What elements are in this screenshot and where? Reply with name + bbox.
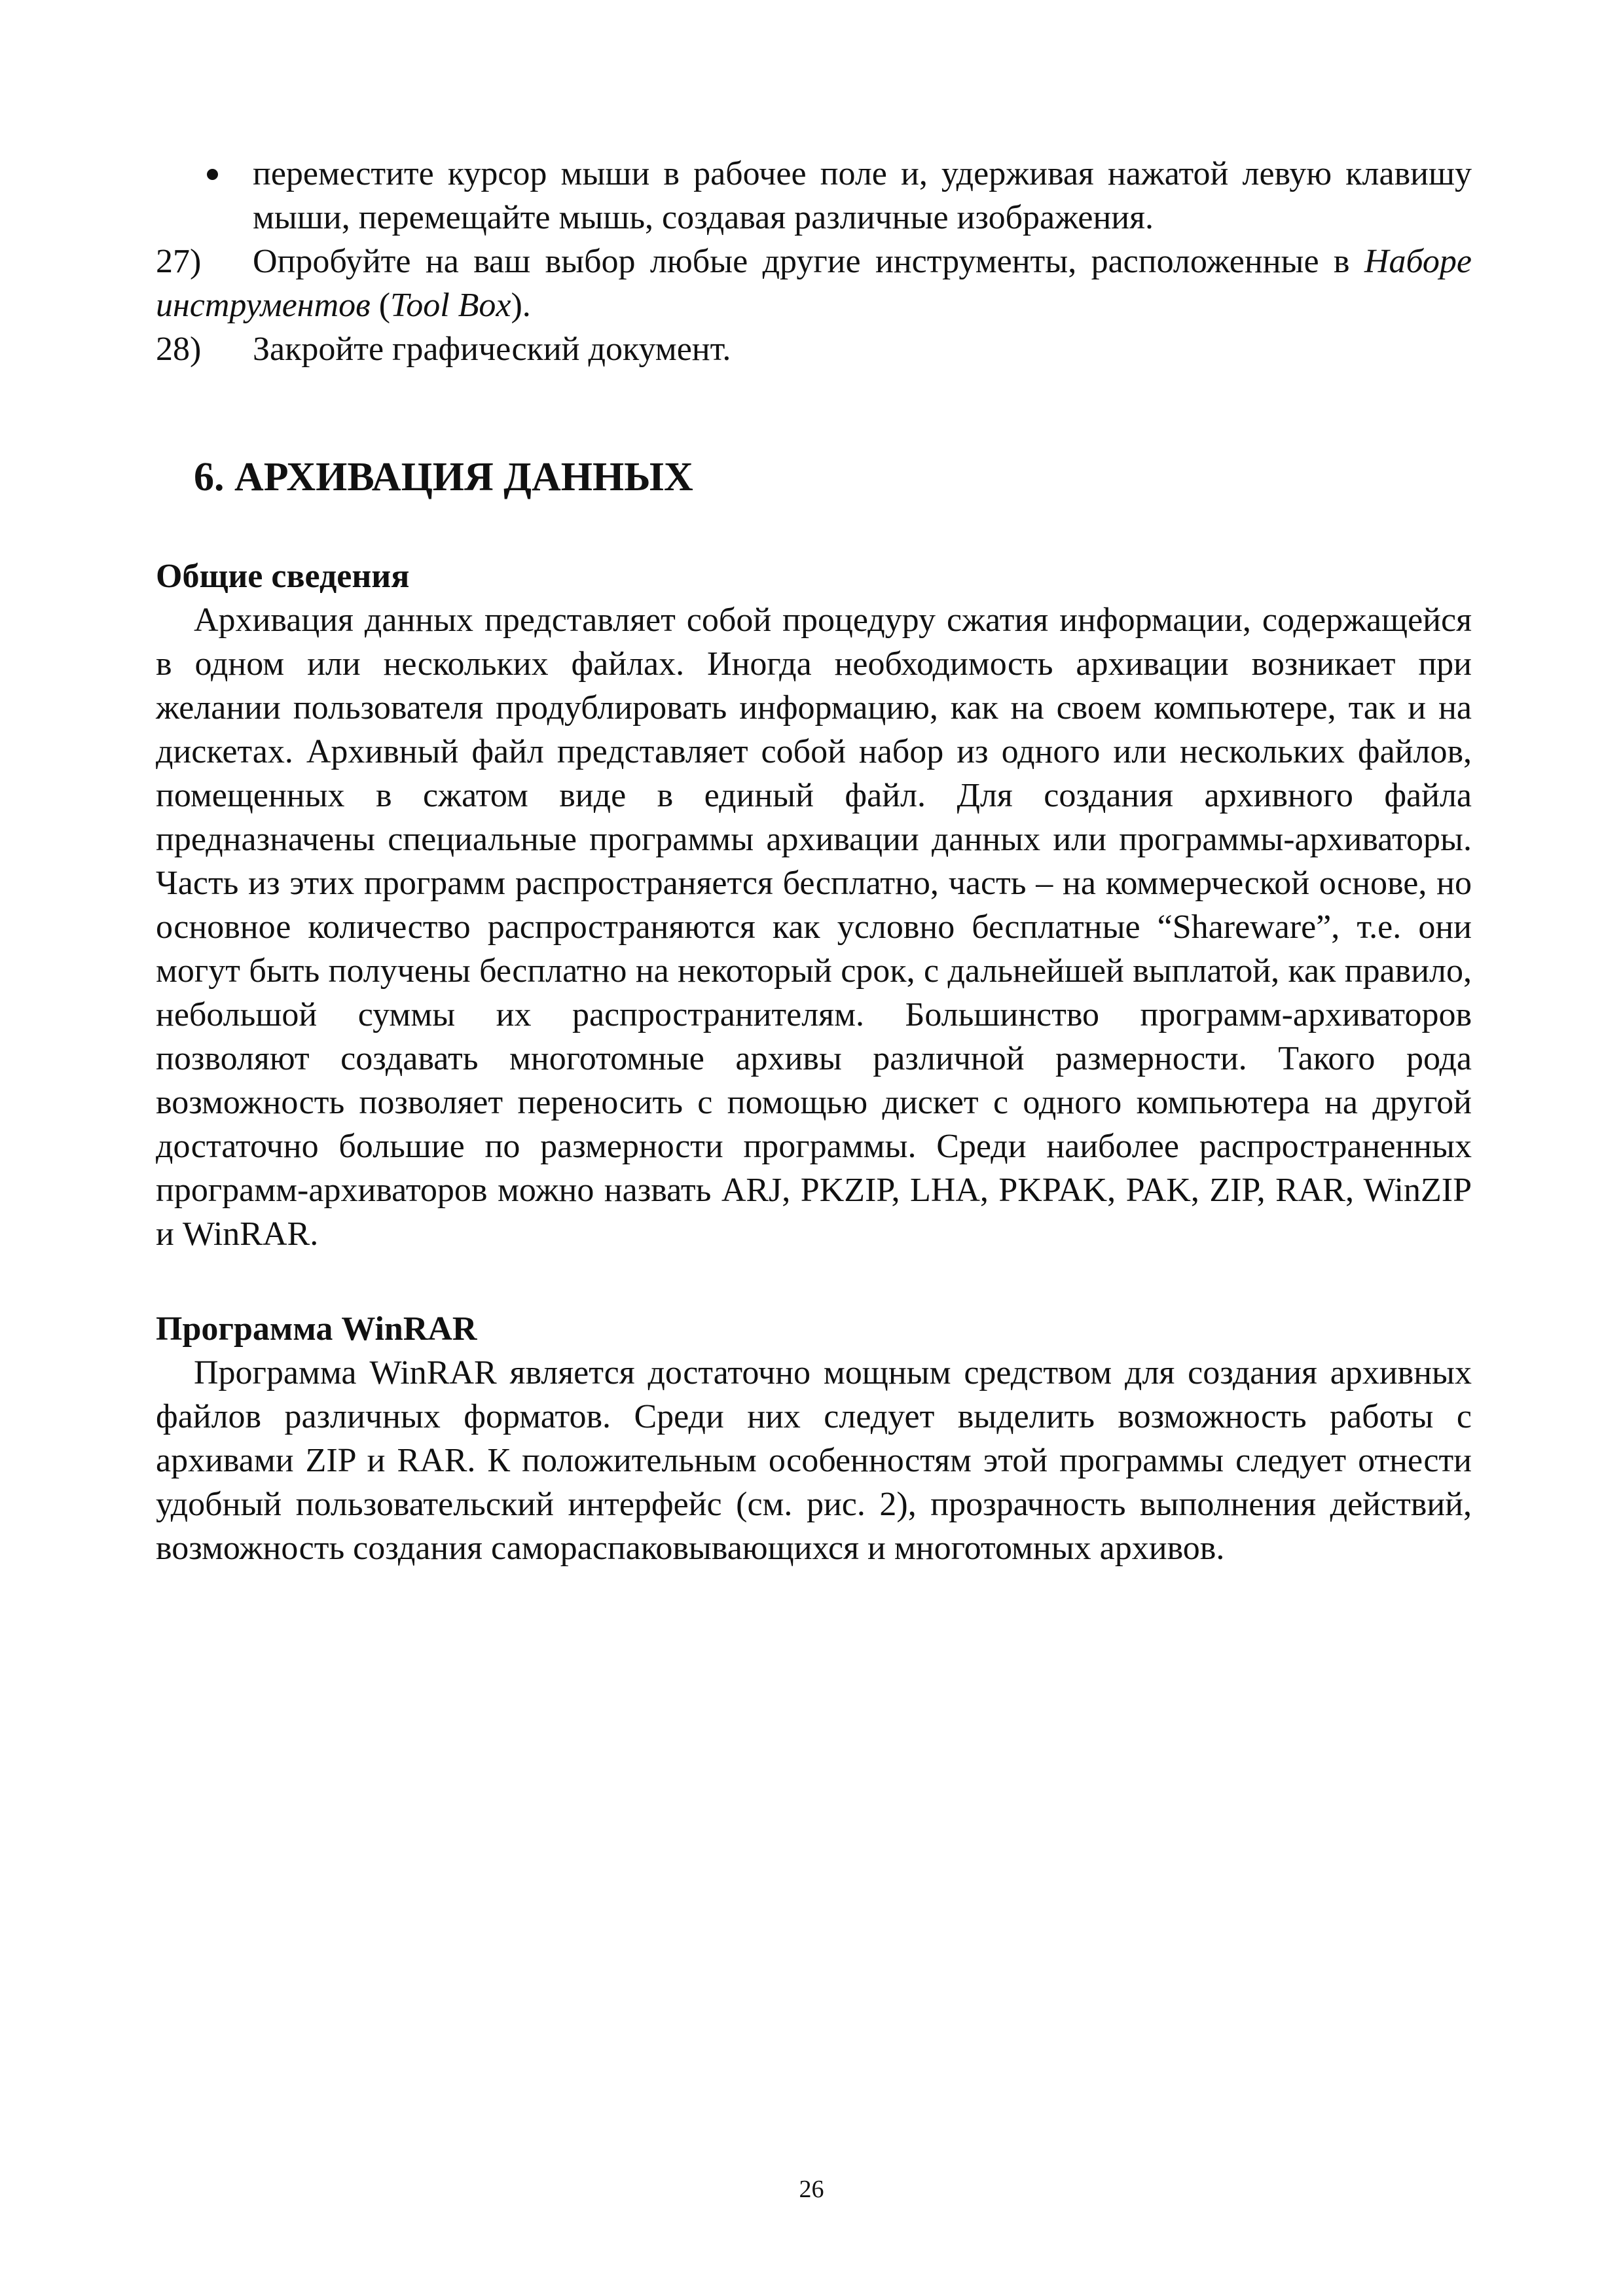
list-text-27b: ( (370, 287, 391, 324)
list-text-28: Закройте графический документ. (253, 331, 731, 368)
list-number-28: 28) (156, 331, 202, 368)
bullet-icon (207, 169, 218, 180)
subheading-winrar: Программа WinRAR (156, 1310, 477, 1348)
list-item-27 (156, 240, 1472, 327)
paragraph-general: Архивация данных представляет собой процедуру сжатия информации, содержащейся в одном или нескольких файлах. Иногда необходимость архивации возникает при желании пользователя продублировать информацию, как на своем компьютере, так и на дискетах. Архивный файл представляет собой набор из одного или нескольких файлов, помещенных в сжатом виде в единый файл. Для создания архивного файла предназначены специальные программы архивации данных или программы-архиваторы. Часть из этих программ распространяется бесплатно, часть – на коммерческой основе, но основное количество распространяются как условно бесплатные “Shareware”, т.е. они могут быть получены бесплатно на некоторый срок, с дальнейшей выплатой, как правило, небольшой суммы их распространителям. Большинство программ-архиваторов позволяют создавать многотомные архивы различной размерности. Такого рода возможность позволяет переносить с помощью дискет с одного компьютера на другой достаточно большие по размерности программы. Среди наиболее распространенных программ-архиваторов можно назвать ARJ, PKZIP, LHA, PKPAK, PAK, ZIP, RAR, WinZIP и WinRAR. (156, 601, 1472, 1253)
list-italic-27a: Наборе инструментов (156, 243, 1472, 324)
list-italic-27b: Tool Box (390, 287, 511, 324)
list-text-27a: Опробуйте на ваш выбор любые другие инструменты, расположенные в (253, 243, 1364, 280)
page-number: 26 (799, 2176, 824, 2203)
bullet-text: переместите курсор мыши в рабочее поле и, удерживая нажатой левую клавишу мыши, перемещайте мышь, создавая различные изображения. (253, 155, 1472, 236)
document-page (156, 152, 1472, 1570)
bullet-item (156, 152, 1472, 240)
paragraph-winrar: Программа WinRAR является достаточно мощным средством для создания архивных файлов различных форматов. Среди них следует выделить возможность работы с архивами ZIP и RAR. К положительным особенностям этой программы следует отнести удобный пользовательский интерфейс (см. рис. 2), прозрачность выполнения действий, возможность создания самораспаковывающихся и многотомных архивов. (156, 1354, 1472, 1567)
list-text-27c: ). (511, 287, 531, 324)
list-item-28 (156, 327, 1472, 371)
section-title: 6. АРХИВАЦИЯ ДАННЫХ (194, 455, 693, 499)
subheading-general: Общие сведения (156, 558, 410, 595)
list-number-27: 27) (156, 243, 202, 280)
